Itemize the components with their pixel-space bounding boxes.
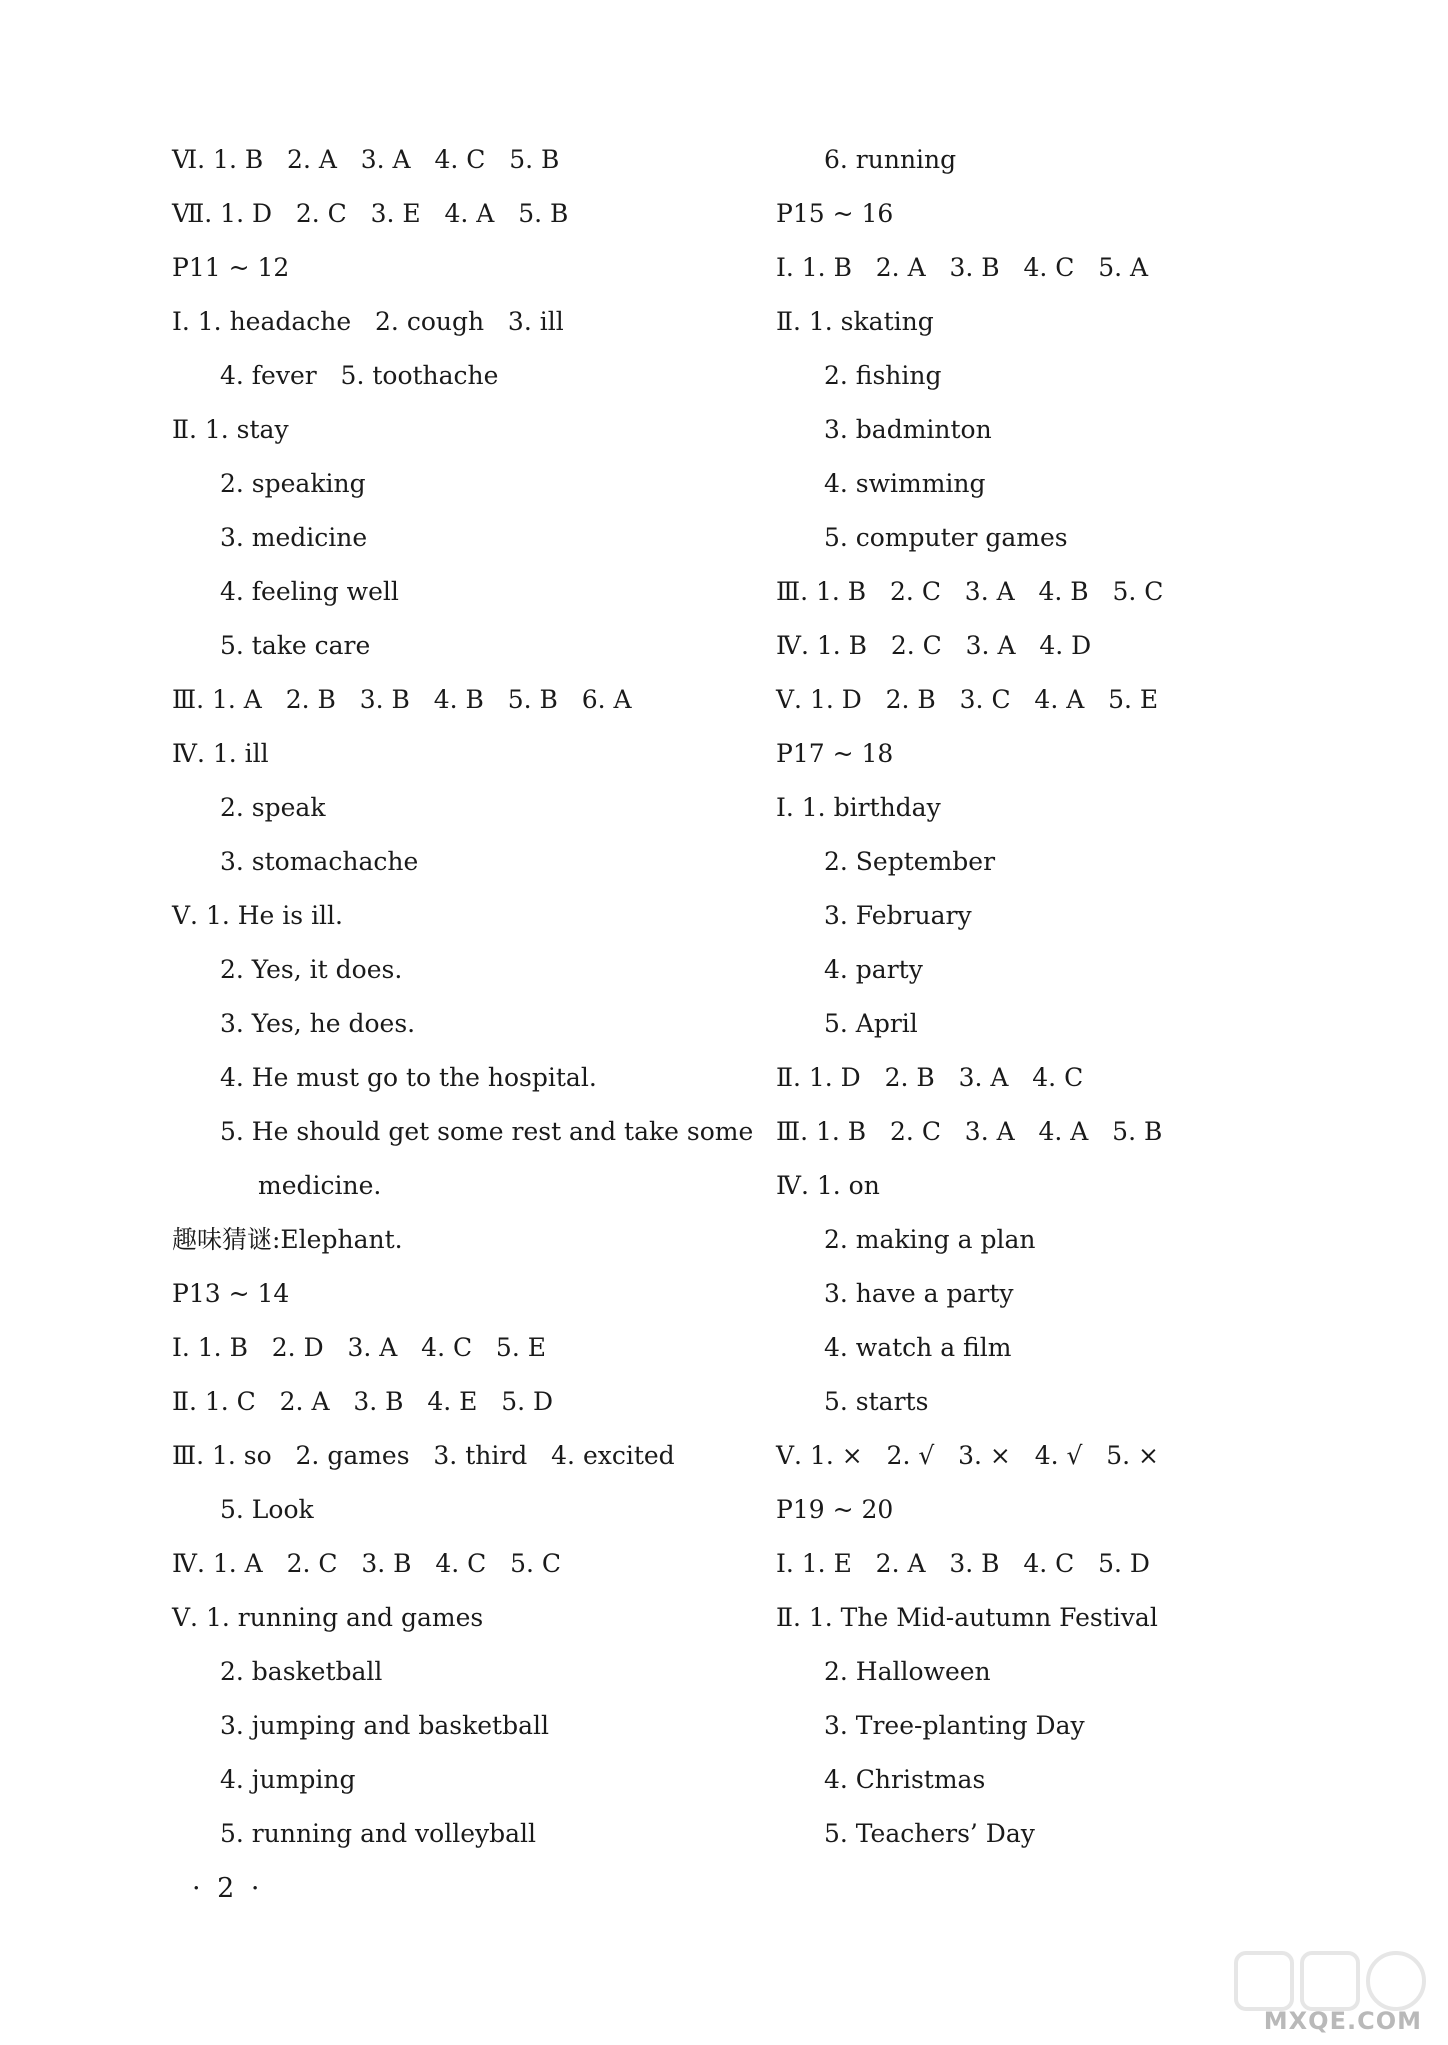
answer-line: Ⅱ. 1. The Mid-autumn Festival (776, 1603, 1158, 1632)
answer-line: 5. take care (220, 631, 371, 660)
answer-line: Ⅰ. 1. B 2. A 3. B 4. C 5. A (776, 253, 1149, 282)
answer-line: 2. basketball (220, 1657, 383, 1686)
answer-line: 5. Look (220, 1495, 314, 1524)
answer-line: 4. fever 5. toothache (220, 361, 499, 390)
answer-line: Ⅵ. 1. B 2. A 3. A 4. C 5. B (172, 145, 560, 174)
answer-line: 4. swimming (824, 469, 986, 498)
watermark-url: MXQE.COM (1263, 2007, 1422, 2035)
answer-line: 2. speaking (220, 469, 366, 498)
answer-line: Ⅱ. 1. C 2. A 3. B 4. E 5. D (172, 1387, 554, 1416)
answer-line: 趣味猜谜:Elephant. (172, 1225, 403, 1254)
answer-line: Ⅴ. 1. D 2. B 3. C 4. A 5. E (776, 685, 1159, 714)
answer-line: P13 ~ 14 (172, 1279, 290, 1308)
answer-line: Ⅰ. 1. B 2. D 3. A 4. C 5. E (172, 1333, 546, 1362)
answer-line: 5. computer games (824, 523, 1068, 552)
answer-line: 3. badminton (824, 415, 992, 444)
answer-line: 4. feeling well (220, 577, 399, 606)
answer-line: P17 ~ 18 (776, 739, 894, 768)
answer-line: 3. jumping and basketball (220, 1711, 549, 1740)
answer-line: Ⅶ. 1. D 2. C 3. E 4. A 5. B (172, 199, 569, 228)
answer-line: Ⅳ. 1. on (776, 1171, 880, 1200)
answer-line: Ⅴ. 1. He is ill. (172, 901, 343, 930)
answer-line: Ⅴ. 1. × 2. √ 3. × 4. √ 5. × (776, 1441, 1160, 1470)
answer-line: 4. Christmas (824, 1765, 986, 1794)
answer-line: 5. starts (824, 1387, 929, 1416)
answer-line: 4. watch a film (824, 1333, 1012, 1362)
answer-line: Ⅰ. 1. headache 2. cough 3. ill (172, 307, 564, 336)
answer-line: 3. stomachache (220, 847, 419, 876)
answer-line: 3. Tree-planting Day (824, 1711, 1085, 1740)
answer-line: 3. Yes, he does. (220, 1009, 416, 1038)
answer-line: P19 ~ 20 (776, 1495, 894, 1524)
answer-line: 2. fishing (824, 361, 942, 390)
answer-line: 2. Yes, it does. (220, 955, 403, 984)
right-answer-column (776, 140, 1376, 1868)
answer-line: 3. February (824, 901, 972, 930)
answer-line: 6. running (824, 145, 957, 174)
answer-line: Ⅱ. 1. D 2. B 3. A 4. C (776, 1063, 1084, 1092)
answer-line: 3. medicine (220, 523, 368, 552)
answer-line: Ⅱ. 1. skating (776, 307, 934, 336)
answer-line: Ⅴ. 1. running and games (172, 1603, 484, 1632)
answer-line: 4. jumping (220, 1765, 356, 1794)
answer-line: Ⅰ. 1. birthday (776, 793, 941, 822)
answer-line: Ⅱ. 1. stay (172, 415, 289, 444)
answer-line: Ⅳ. 1. B 2. C 3. A 4. D (776, 631, 1092, 660)
answer-line: 2. Halloween (824, 1657, 991, 1686)
answer-line: medicine. (258, 1171, 382, 1200)
answer-line: 5. He should get some rest and take some (220, 1117, 754, 1146)
answer-line: 2. September (824, 847, 996, 876)
answer-line: Ⅲ. 1. B 2. C 3. A 4. A 5. B (776, 1117, 1163, 1146)
answer-line: Ⅲ. 1. so 2. games 3. third 4. excited (172, 1441, 675, 1470)
answer-line: 5. April (824, 1009, 918, 1038)
left-answer-column (172, 140, 754, 1868)
answer-line: 2. speak (220, 793, 326, 822)
answer-line: P11 ~ 12 (172, 253, 290, 282)
answer-line: Ⅳ. 1. ill (172, 739, 269, 768)
answer-line: Ⅳ. 1. A 2. C 3. B 4. C 5. C (172, 1549, 562, 1578)
answer-line: Ⅰ. 1. E 2. A 3. B 4. C 5. D (776, 1549, 1150, 1578)
answer-line: 5. running and volleyball (220, 1819, 537, 1848)
answer-line: Ⅲ. 1. A 2. B 3. B 4. B 5. B 6. A (172, 685, 632, 714)
answer-line: 4. He must go to the hospital. (220, 1063, 597, 1092)
answer-line: P15 ~ 16 (776, 199, 894, 228)
answer-line: 4. party (824, 955, 923, 984)
answer-line: 2. making a plan (824, 1225, 1036, 1254)
answer-line: 5. Teachers’ Day (824, 1819, 1035, 1848)
page-number: · 2 · (192, 1873, 264, 1904)
answer-line: 3. have a party (824, 1279, 1014, 1308)
answer-line: Ⅲ. 1. B 2. C 3. A 4. B 5. C (776, 577, 1164, 606)
